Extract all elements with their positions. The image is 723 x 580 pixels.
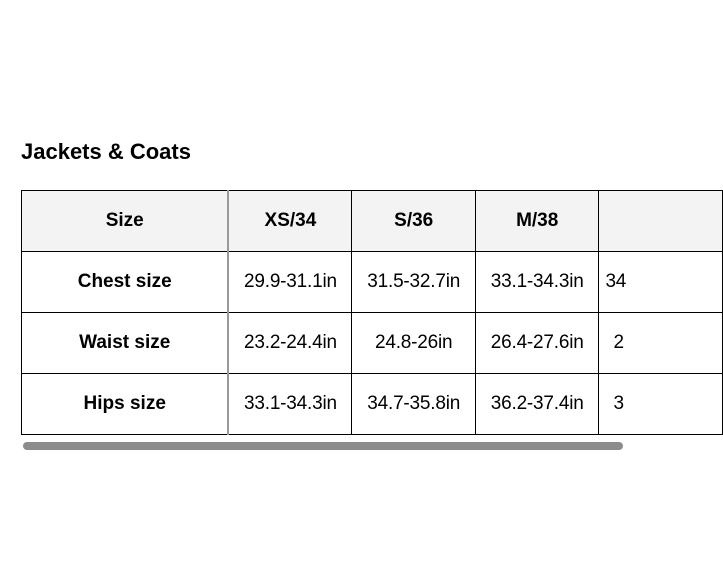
horizontal-scrollbar[interactable] [23, 440, 580, 452]
header-next-cut-off [599, 191, 723, 252]
table-cell: 23.2-24.4in [228, 313, 352, 374]
table-row-hips [22, 374, 723, 435]
table-cell: 26.4-27.6in [475, 313, 599, 374]
table-cell: 24.8-26in [352, 313, 476, 374]
table-cell: 29.9-31.1in [228, 252, 352, 313]
table-cell: 2 [599, 313, 723, 374]
table-cell: 36.2-37.4in [475, 374, 599, 435]
row-label-waist: Waist size [22, 313, 229, 374]
table-cell: 34 [599, 252, 723, 313]
header-xs-34: XS/34 [228, 191, 352, 252]
table-header-row [22, 191, 723, 252]
row-label-hips: Hips size [22, 374, 229, 435]
header-s-36: S/36 [352, 191, 476, 252]
section-title: Jackets & Coats [21, 139, 191, 164]
table-row-chest [22, 252, 723, 313]
table-cell: 33.1-34.3in [475, 252, 599, 313]
table-scroll-container[interactable] [21, 190, 627, 438]
table-cell: 3 [599, 374, 723, 435]
header-m-38: M/38 [475, 191, 599, 252]
table-row-waist [22, 313, 723, 374]
header-size: Size [22, 191, 229, 252]
row-label-chest: Chest size [22, 252, 229, 313]
table-cell: 31.5-32.7in [352, 252, 476, 313]
scrollbar-thumb[interactable] [23, 442, 623, 450]
size-chart-table [21, 190, 723, 435]
table-cell: 34.7-35.8in [352, 374, 476, 435]
table-cell: 33.1-34.3in [228, 374, 352, 435]
